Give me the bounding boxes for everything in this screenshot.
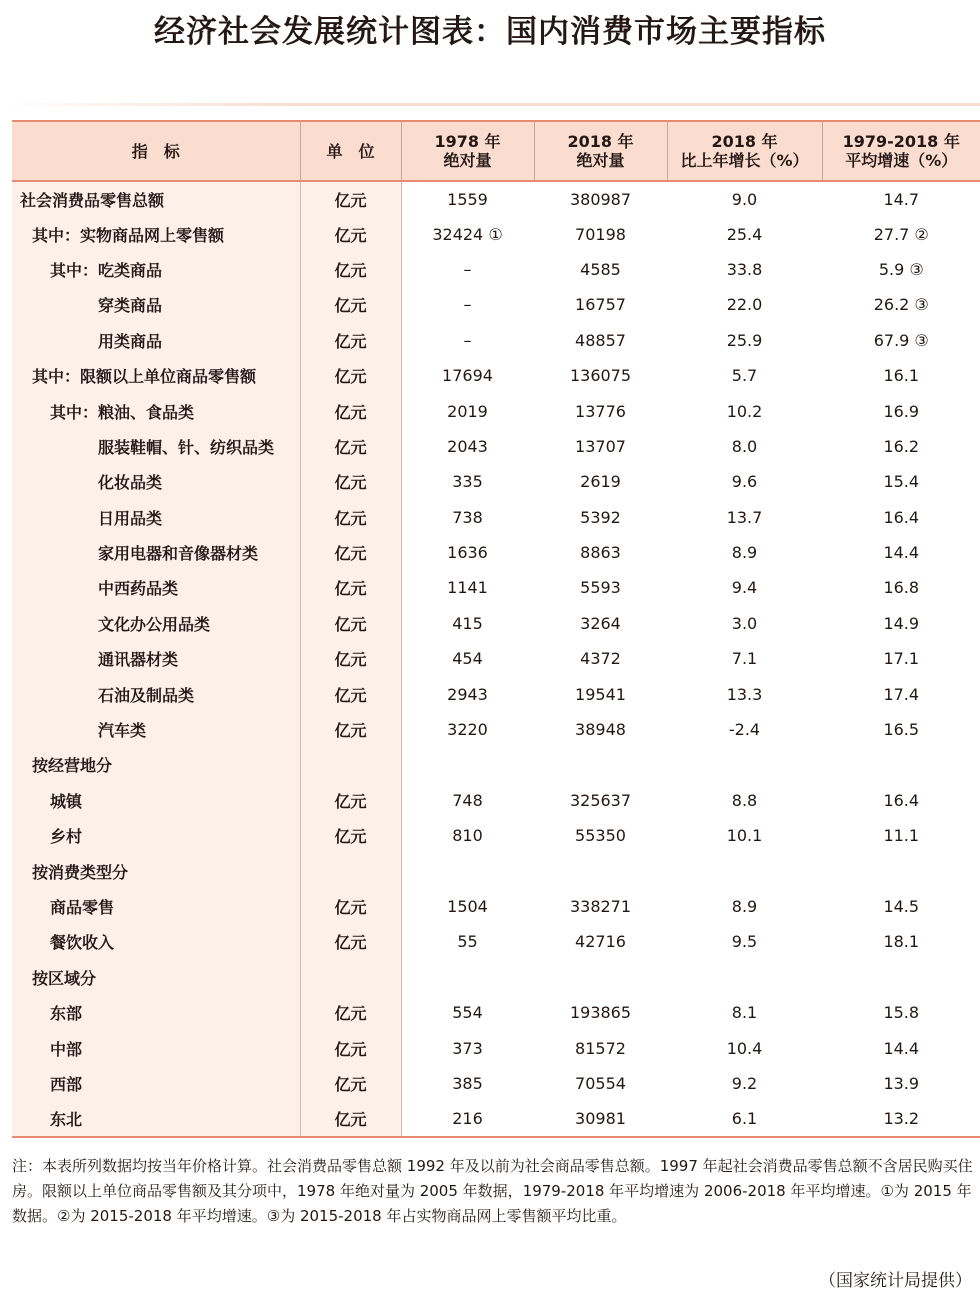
row-value-2018: 338271	[534, 889, 667, 924]
row-indicator: 通讯器材类	[12, 641, 300, 676]
row-growth-2018: 25.4	[667, 216, 822, 251]
row-indicator: 餐饮收入	[12, 924, 300, 959]
row-indicator: 东部	[12, 995, 300, 1030]
row-avg-growth: 11.1	[822, 818, 980, 853]
header-1978-line2: 绝对量	[443, 151, 492, 170]
header-growth-line2: 比上年增长（%）	[680, 151, 809, 170]
row-growth-2018: 9.0	[667, 181, 822, 216]
row-growth-2018: 25.9	[667, 323, 822, 358]
row-value-2018: 325637	[534, 783, 667, 818]
row-growth-2018	[667, 853, 822, 888]
row-indicator: 化妆品类	[12, 464, 300, 499]
table-row	[12, 889, 980, 924]
row-value-2018: 55350	[534, 818, 667, 853]
row-value-2018: 30981	[534, 1101, 667, 1136]
table-row	[12, 783, 980, 818]
table-row	[12, 676, 980, 711]
row-growth-2018: 10.1	[667, 818, 822, 853]
row-value-2018: 16757	[534, 287, 667, 322]
table-row	[12, 1030, 980, 1065]
row-avg-growth: 16.2	[822, 429, 980, 464]
row-unit: 亿元	[300, 924, 401, 959]
table-row	[12, 252, 980, 287]
row-value-2018: 136075	[534, 358, 667, 393]
row-unit: 亿元	[300, 500, 401, 535]
row-value-1978: 748	[401, 783, 534, 818]
row-value-1978: 554	[401, 995, 534, 1030]
row-indicator: 按经营地分	[12, 747, 300, 782]
table-row	[12, 216, 980, 251]
row-avg-growth: 27.7 ②	[822, 216, 980, 251]
row-value-2018: 2619	[534, 464, 667, 499]
row-indicator: 穿类商品	[12, 287, 300, 322]
table-row	[12, 1066, 980, 1101]
row-value-2018: 70198	[534, 216, 667, 251]
row-value-2018: 4372	[534, 641, 667, 676]
page-title: 经济社会发展统计图表：国内消费市场主要指标	[154, 14, 826, 50]
row-value-1978: 335	[401, 464, 534, 499]
row-value-1978: 385	[401, 1066, 534, 1101]
row-indicator: 文化办公用品类	[12, 606, 300, 641]
table-row	[12, 393, 980, 428]
row-value-1978: –	[401, 252, 534, 287]
row-indicator: 家用电器和音像器材类	[12, 535, 300, 570]
row-value-2018: 38948	[534, 712, 667, 747]
table-row	[12, 641, 980, 676]
row-indicator: 乡村	[12, 818, 300, 853]
row-indicator: 服装鞋帽、针、纺织品类	[12, 429, 300, 464]
row-unit: 亿元	[300, 641, 401, 676]
row-growth-2018: 13.3	[667, 676, 822, 711]
row-avg-growth: 14.4	[822, 1030, 980, 1065]
row-avg-growth: 15.4	[822, 464, 980, 499]
row-value-2018: 48857	[534, 323, 667, 358]
row-growth-2018: 8.0	[667, 429, 822, 464]
header-2018-line2: 绝对量	[576, 151, 625, 170]
row-indicator: 汽车类	[12, 712, 300, 747]
row-avg-growth: 16.4	[822, 783, 980, 818]
row-value-1978: 1636	[401, 535, 534, 570]
row-indicator: 社会消费品零售总额	[12, 181, 300, 216]
row-value-2018: 42716	[534, 924, 667, 959]
row-avg-growth: 16.5	[822, 712, 980, 747]
table-row	[12, 924, 980, 959]
indicator-table	[12, 120, 980, 1138]
row-growth-2018	[667, 747, 822, 782]
row-indicator: 其中：吃类商品	[12, 252, 300, 287]
row-avg-growth	[822, 747, 980, 782]
row-unit: 亿元	[300, 216, 401, 251]
row-avg-growth: 18.1	[822, 924, 980, 959]
table-row	[12, 747, 980, 782]
row-unit: 亿元	[300, 535, 401, 570]
row-value-2018: 70554	[534, 1066, 667, 1101]
header-growth-line1: 2018 年	[711, 132, 778, 151]
row-unit: 亿元	[300, 1066, 401, 1101]
row-avg-growth: 16.1	[822, 358, 980, 393]
table-row	[12, 323, 980, 358]
row-growth-2018: 22.0	[667, 287, 822, 322]
row-indicator: 城镇	[12, 783, 300, 818]
row-value-2018: 5392	[534, 500, 667, 535]
row-value-2018: 19541	[534, 676, 667, 711]
row-value-1978: 3220	[401, 712, 534, 747]
table-row	[12, 464, 980, 499]
row-avg-growth: 16.9	[822, 393, 980, 428]
row-indicator: 日用品类	[12, 500, 300, 535]
row-unit: 亿元	[300, 570, 401, 605]
row-growth-2018: 8.1	[667, 995, 822, 1030]
row-value-1978: 373	[401, 1030, 534, 1065]
row-indicator: 其中：限额以上单位商品零售额	[12, 358, 300, 393]
row-value-2018: 81572	[534, 1030, 667, 1065]
row-growth-2018: 13.7	[667, 500, 822, 535]
table-note: 注：本表所列数据均按当年价格计算。社会消费品零售总额 1992 年及以前为社会商品零售总额。1997 年起社会消费品零售总额不含居民购买住房。限额以上单位商品零售额及其分项中，1978 年绝对量为 2005 年数据，1979-2018 年平均增速为 2006-2018 年平均增速。①为 2015 年数据。②为 2015-2018 年平均增速。③为 2015-2018 年占实物商品网上零售额平均比重。	[12, 1157, 973, 1225]
table-row	[12, 500, 980, 535]
row-avg-growth: 67.9 ③	[822, 323, 980, 358]
header-row	[12, 121, 980, 181]
row-value-2018: 380987	[534, 181, 667, 216]
row-value-1978: 1504	[401, 889, 534, 924]
row-value-2018	[534, 960, 667, 995]
row-avg-growth: 13.2	[822, 1101, 980, 1136]
row-value-1978: 2943	[401, 676, 534, 711]
header-avg-line1: 1979-2018 年	[842, 132, 960, 151]
row-growth-2018: -2.4	[667, 712, 822, 747]
row-avg-growth: 13.9	[822, 1066, 980, 1101]
table-row	[12, 181, 980, 216]
row-unit: 亿元	[300, 323, 401, 358]
row-unit: 亿元	[300, 712, 401, 747]
table-row	[12, 606, 980, 641]
row-avg-growth: 5.9 ③	[822, 252, 980, 287]
row-avg-growth: 14.7	[822, 181, 980, 216]
decorative-rule	[0, 103, 980, 106]
row-indicator: 按消费类型分	[12, 853, 300, 888]
row-indicator: 按区域分	[12, 960, 300, 995]
row-indicator: 用类商品	[12, 323, 300, 358]
row-value-1978	[401, 747, 534, 782]
table-row	[12, 712, 980, 747]
row-value-1978: 1141	[401, 570, 534, 605]
row-value-1978: 810	[401, 818, 534, 853]
row-growth-2018	[667, 960, 822, 995]
table-row	[12, 570, 980, 605]
row-growth-2018: 9.5	[667, 924, 822, 959]
header-unit: 单 位	[300, 121, 401, 181]
row-value-1978	[401, 960, 534, 995]
row-growth-2018: 6.1	[667, 1101, 822, 1136]
row-unit: 亿元	[300, 606, 401, 641]
row-unit: 亿元	[300, 181, 401, 216]
table-row	[12, 429, 980, 464]
row-indicator: 中部	[12, 1030, 300, 1065]
row-growth-2018: 7.1	[667, 641, 822, 676]
row-avg-growth: 15.8	[822, 995, 980, 1030]
row-value-1978: –	[401, 323, 534, 358]
row-growth-2018: 8.9	[667, 535, 822, 570]
row-growth-2018: 5.7	[667, 358, 822, 393]
row-value-1978	[401, 853, 534, 888]
row-value-1978: 2043	[401, 429, 534, 464]
row-unit: 亿元	[300, 287, 401, 322]
table-row	[12, 995, 980, 1030]
row-avg-growth	[822, 960, 980, 995]
row-unit: 亿元	[300, 676, 401, 711]
row-unit: 亿元	[300, 783, 401, 818]
row-unit: 亿元	[300, 995, 401, 1030]
row-avg-growth: 14.4	[822, 535, 980, 570]
table-row	[12, 853, 980, 888]
row-value-1978: 738	[401, 500, 534, 535]
row-value-1978: 1559	[401, 181, 534, 216]
table-row	[12, 1101, 980, 1136]
row-value-1978: 415	[401, 606, 534, 641]
row-value-2018: 193865	[534, 995, 667, 1030]
row-indicator: 其中：粮油、食品类	[12, 393, 300, 428]
row-avg-growth: 14.9	[822, 606, 980, 641]
row-avg-growth: 14.5	[822, 889, 980, 924]
header-1978	[401, 121, 534, 181]
row-value-1978: 216	[401, 1101, 534, 1136]
row-growth-2018: 3.0	[667, 606, 822, 641]
row-value-2018: 5593	[534, 570, 667, 605]
table-row	[12, 960, 980, 995]
row-indicator: 西部	[12, 1066, 300, 1101]
row-unit: 亿元	[300, 358, 401, 393]
header-growth-2018	[667, 121, 822, 181]
row-value-2018	[534, 853, 667, 888]
row-indicator: 石油及制品类	[12, 676, 300, 711]
row-growth-2018: 9.6	[667, 464, 822, 499]
row-indicator: 商品零售	[12, 889, 300, 924]
row-avg-growth: 26.2 ③	[822, 287, 980, 322]
row-avg-growth: 16.4	[822, 500, 980, 535]
row-value-2018: 4585	[534, 252, 667, 287]
row-indicator: 中西药品类	[12, 570, 300, 605]
row-growth-2018: 10.4	[667, 1030, 822, 1065]
row-unit: 亿元	[300, 1030, 401, 1065]
row-value-1978: 32424 ①	[401, 216, 534, 251]
header-indicator: 指 标	[12, 121, 300, 181]
row-growth-2018: 8.8	[667, 783, 822, 818]
table-row	[12, 818, 980, 853]
row-indicator: 东北	[12, 1101, 300, 1136]
row-avg-growth: 17.1	[822, 641, 980, 676]
row-unit: 亿元	[300, 252, 401, 287]
row-avg-growth	[822, 853, 980, 888]
row-growth-2018: 33.8	[667, 252, 822, 287]
table-row	[12, 287, 980, 322]
row-unit	[300, 960, 401, 995]
row-value-1978: –	[401, 287, 534, 322]
row-unit: 亿元	[300, 393, 401, 428]
row-unit: 亿元	[300, 818, 401, 853]
header-2018-line1: 2018 年	[567, 132, 634, 151]
table-row	[12, 358, 980, 393]
header-avg-growth	[822, 121, 980, 181]
row-value-2018	[534, 747, 667, 782]
row-unit: 亿元	[300, 1101, 401, 1136]
source-credit: （国家统计局提供）	[819, 1271, 972, 1291]
header-avg-line2: 平均增速（%）	[845, 151, 958, 170]
row-avg-growth: 17.4	[822, 676, 980, 711]
row-value-2018: 3264	[534, 606, 667, 641]
row-growth-2018: 8.9	[667, 889, 822, 924]
header-2018	[534, 121, 667, 181]
row-unit: 亿元	[300, 889, 401, 924]
row-growth-2018: 10.2	[667, 393, 822, 428]
row-value-1978: 2019	[401, 393, 534, 428]
table-row	[12, 535, 980, 570]
row-value-2018: 13776	[534, 393, 667, 428]
row-unit: 亿元	[300, 429, 401, 464]
row-growth-2018: 9.4	[667, 570, 822, 605]
row-value-1978: 17694	[401, 358, 534, 393]
row-unit: 亿元	[300, 464, 401, 499]
row-value-2018: 13707	[534, 429, 667, 464]
header-1978-line1: 1978 年	[434, 132, 501, 151]
row-indicator: 其中：实物商品网上零售额	[12, 216, 300, 251]
row-growth-2018: 9.2	[667, 1066, 822, 1101]
row-value-1978: 454	[401, 641, 534, 676]
row-unit	[300, 747, 401, 782]
row-unit	[300, 853, 401, 888]
row-value-2018: 8863	[534, 535, 667, 570]
row-value-1978: 55	[401, 924, 534, 959]
row-avg-growth: 16.8	[822, 570, 980, 605]
